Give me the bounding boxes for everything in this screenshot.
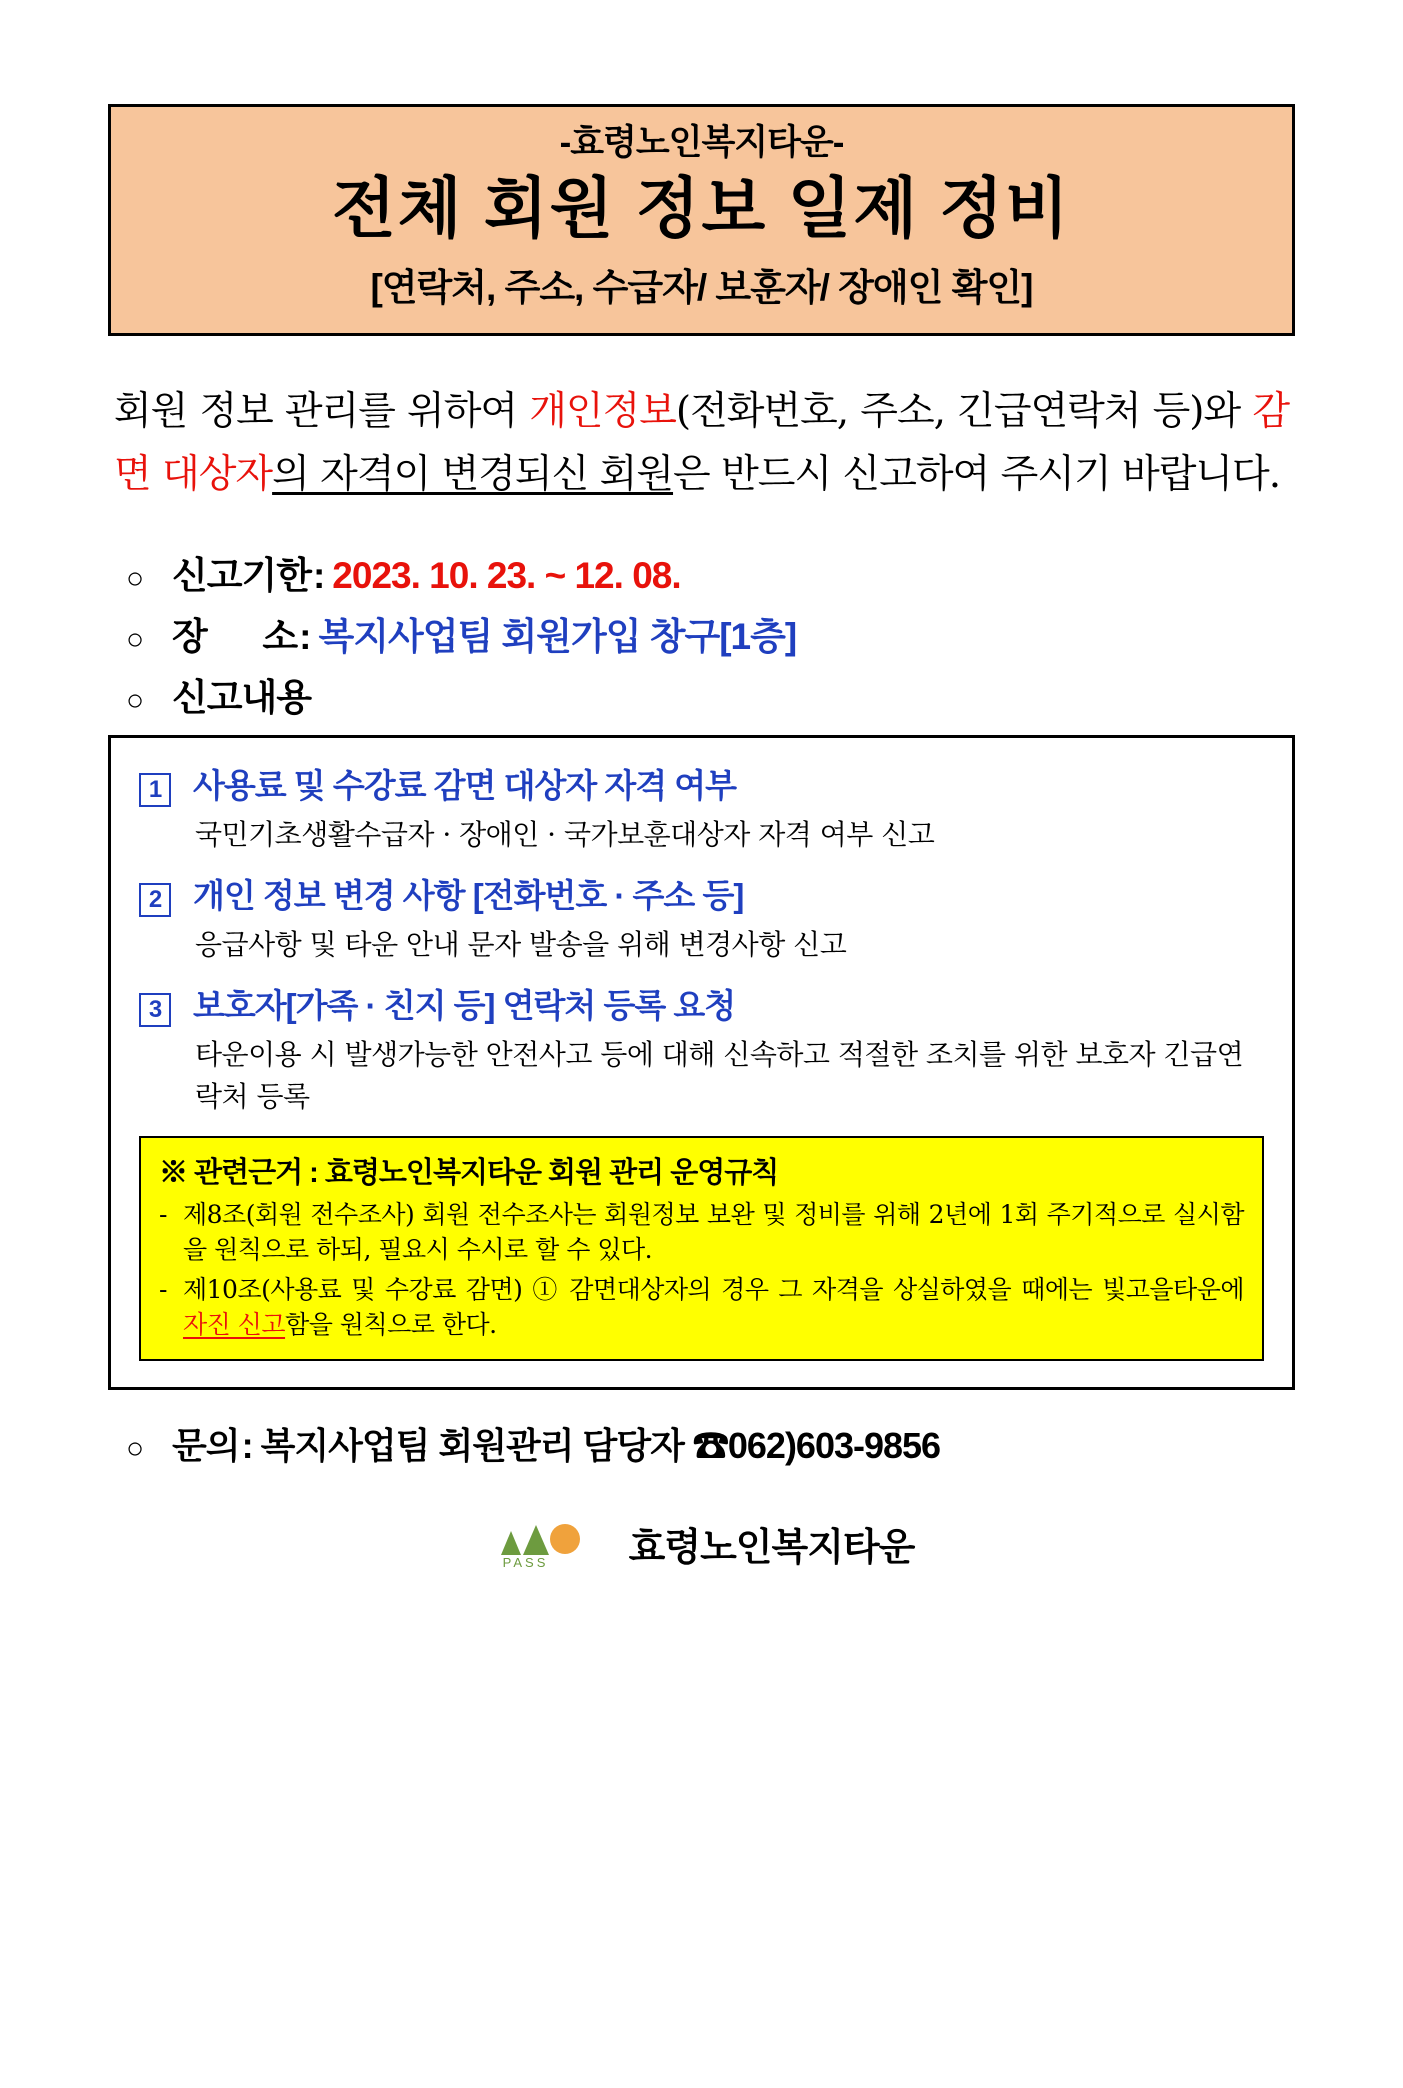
reference-line-1-text: 제8조(회원 전수조사) 회원 전수조사는 회원정보 보완 및 정비를 위해 2년에 1회 주기적으로 실시함을 원칙으로 하되, 필요시 수시로 할 수 있다. bbox=[183, 1199, 1244, 1265]
intro-highlight-discount-target: 감면 대상자 bbox=[114, 389, 1289, 498]
contact-line bbox=[108, 1418, 1295, 1469]
list-item bbox=[139, 870, 1264, 966]
page-title: 전체 회원 정보 일제 정비 bbox=[332, 170, 1071, 245]
pass-logo-text: PASS bbox=[502, 1554, 549, 1570]
bullet-colon-deadline: : bbox=[312, 554, 325, 596]
circle-bullet-icon: ○ bbox=[126, 561, 144, 595]
contact-colon: : bbox=[241, 1424, 253, 1466]
pass-logo-icon bbox=[489, 1515, 607, 1573]
organization-name: 효령노인복지타운 bbox=[628, 1527, 915, 1570]
bullet-item-contents bbox=[126, 667, 1295, 721]
circle-bullet-icon: ○ bbox=[126, 1431, 144, 1465]
item-number-icon: 2 bbox=[139, 883, 193, 917]
reference-title: ※ 관련근거 : 효령노인복지타운 회원 관리 운영규칙 bbox=[159, 1156, 779, 1189]
reference-box bbox=[139, 1136, 1264, 1361]
intro-text-1: 회원 정보 관리를 위하여 bbox=[114, 389, 530, 435]
intro-text-4: 은 반드시 신고하여 주시기 바랍니다. bbox=[673, 452, 1281, 498]
circle-bullet-icon: ○ bbox=[126, 683, 144, 717]
bullet-colon-location: : bbox=[299, 615, 311, 657]
item-3-title: 보호자[가족 · 친지 등] 연락처 등록 요청 bbox=[193, 986, 736, 1024]
contact-label: 문의 bbox=[172, 1424, 240, 1466]
item-3-description: 타운이용 시 발생가능한 안전사고 등에 대해 신속하고 적절한 조치를 위한 보호자 긴급연락처 등록 bbox=[195, 1037, 1244, 1113]
list-item bbox=[139, 760, 1264, 856]
reference-line-2 bbox=[159, 1272, 1244, 1343]
reference-line-2-text-before: 제10조(사용료 및 수강료 감면) ① 감면대상자의 경우 그 자격을 상실하였을 때에는 빛고을타운에 bbox=[183, 1274, 1244, 1304]
item-2-description: 응급사항 및 타운 안내 문자 발송을 위해 변경사항 신고 bbox=[195, 927, 847, 961]
reference-line-1 bbox=[159, 1197, 1244, 1268]
dash-bullet-icon: - bbox=[159, 1199, 167, 1229]
list-item bbox=[139, 980, 1264, 1118]
item-2-heading bbox=[139, 870, 1264, 917]
intro-highlight-personal-info: 개인정보 bbox=[529, 389, 676, 435]
item-2-title: 개인 정보 변경 사항 [전화번호 · 주소 등] bbox=[193, 876, 744, 914]
bullet-value-deadline: 2023. 10. 23. ~ 12. 08. bbox=[332, 554, 681, 596]
header-banner bbox=[108, 104, 1295, 336]
reference-line-2-text bbox=[183, 1272, 1244, 1343]
item-3-heading bbox=[139, 980, 1264, 1027]
item-number-icon: 1 bbox=[139, 773, 193, 807]
contact-value: 복지사업팀 회원관리 담당자 ☎062)603-9856 bbox=[260, 1424, 941, 1466]
dash-bullet-icon: - bbox=[159, 1274, 167, 1304]
bullet-item-location bbox=[126, 606, 1295, 660]
item-1-title: 사용료 및 수강료 감면 대상자 자격 여부 bbox=[193, 766, 737, 804]
intro-paragraph bbox=[108, 380, 1295, 506]
bullet-label-contents: 신고내용 bbox=[172, 676, 311, 718]
bullet-value-location: 복지사업팀 회원가입 창구[1층] bbox=[318, 615, 797, 657]
report-contents-box bbox=[108, 735, 1295, 1390]
footer bbox=[108, 1515, 1295, 1573]
intro-text-2: (전화번호, 주소, 긴급연락처 등)와 bbox=[675, 389, 1253, 435]
reference-line-2-text-after: 함을 원칙으로 한다. bbox=[285, 1310, 497, 1340]
item-number-icon: 3 bbox=[139, 993, 193, 1027]
banner-note: [연락처, 주소, 수급자/ 보훈자/ 장애인 확인] bbox=[370, 267, 1033, 309]
circle-bullet-icon: ○ bbox=[126, 622, 144, 656]
intro-text-3: 의 자격이 변경되신 회원 bbox=[272, 452, 674, 498]
bullet-label-location: 장 소 bbox=[172, 615, 298, 657]
bullet-list bbox=[108, 545, 1295, 721]
reference-line-2-highlight: 자진 신고 bbox=[183, 1310, 286, 1340]
bullet-label-deadline: 신고기한 bbox=[172, 554, 311, 596]
item-1-heading bbox=[139, 760, 1264, 807]
bullet-item-deadline bbox=[126, 545, 1295, 599]
banner-subtitle: -효령노인복지타운- bbox=[559, 123, 844, 162]
item-1-description: 국민기초생활수급자 · 장애인 · 국가보훈대상자 자격 여부 신고 bbox=[195, 817, 935, 851]
poster-page bbox=[0, 104, 1403, 2088]
